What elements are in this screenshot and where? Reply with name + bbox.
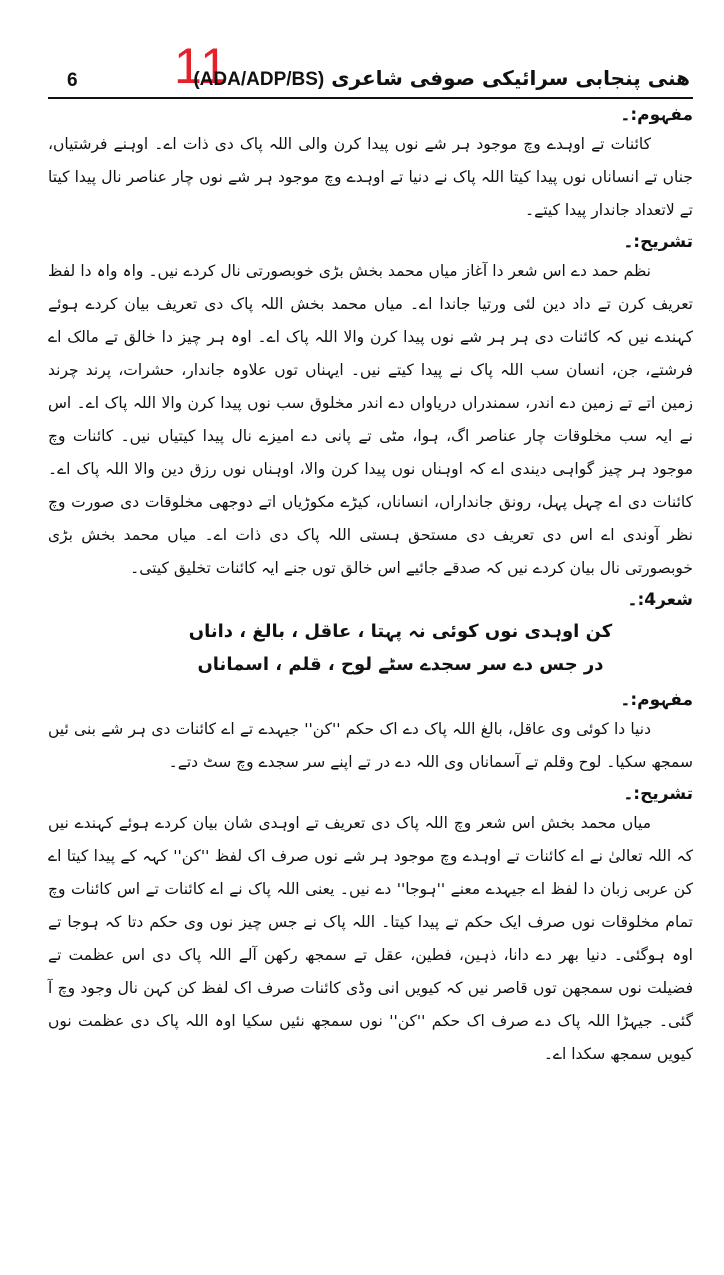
- section-tashreeh-2: [48, 781, 693, 1071]
- section-heading: تشریح:۔: [623, 784, 693, 804]
- book-title-urdu: هنی پنجابی سرائیکی صوفی شاعری: [331, 66, 690, 90]
- section-heading: مفہوم:۔: [620, 105, 693, 125]
- chapter-marker: 11: [174, 38, 230, 94]
- header-divider: [48, 97, 693, 99]
- section-heading: تشریح:۔: [623, 232, 693, 252]
- paragraph-text: کائنات تے اوہدے وچ موجود ہر شے نوں پیدا کرن والی اللہ پاک دی ذات اے۔ اوہنے فرشتیاں، جناں تے انساناں نوں پیدا کیتا اللہ پاک نے دنیا تے اوہدے وچ موجود ہر شے نوں چار عناصر نال پیدا کیتا تے لاتعداد جاندار پیدا کیتے۔: [48, 135, 693, 219]
- section-tashreeh-1: [48, 229, 693, 585]
- section-mafhoom-1: [48, 102, 693, 227]
- page-header: [50, 40, 690, 96]
- book-title: [193, 66, 690, 91]
- paragraph-text: دنیا دا کوئی وی عاقل، بالغ اللہ پاک دے اک حکم ''کن'' جیہدے تے اے کائنات دی ہر شے بنی ئیں سمجھ سکیا۔ لوح وقلم تے آسماناں وی اللہ دے در تے اپنے سر سجدے وچ سٹ دتے۔: [48, 720, 693, 771]
- section-paragraph: [48, 128, 693, 227]
- book-title-code: (ADA/ADP/BS): [193, 69, 325, 90]
- paragraph-text: نظم حمد دے اس شعر دا آغاز میاں محمد بخش بڑی خوبصورتی نال کردے نیں۔ واہ واہ دا لفظ تعریف کرن تے داد دین لئی ورتیا جاندا اے۔ میاں محمد بخش اللہ پاک دی تعریف بیان کردے ہوئے کہندے نیں کہ کائنات دی ہر ہر شے نوں پیدا کرن والا اللہ پاک اے۔ اوہ ہر چیز دا خالق تے مالک اے فرشتے، جن، انسان سب اللہ پاک نے پیدا کیتے نیں۔ ایہناں توں علاوہ جاندار، حشرات، پرند چرند زمین اتے تے زمین دے اندر، سمندراں دریاواں دے اندر مخلوق سب نوں پیدا کرن والا اللہ پاک اے۔ اس نے ایہ سب مخلوقات چار عناصر اگ، ہوا، مٹی تے پانی دے امیزے نال پیدا کیتیاں نیں۔ کائنات وچ موجود ہر چیز گواہی دیندی اے کہ اوہناں نوں پیدا کرن والا، اوہناں نوں رزق دین والا اللہ پاک اے۔ کائنات دی اے چہل پہل، رونق جانداراں، انساناں، کیڑے مکوڑیاں اتے دوجھی مخلوقات دی صورت وچ نظر آوندی اے اس دی تعریف دی مستحق ہستی اللہ پاک دی ذات اے۔ میاں محمد بخش بڑی خوبصورتی نال بیان کردے نیں کہ صدقے جائیے اس خالق توں جنے ایہ کائنات تخلیق کیتی۔: [48, 262, 693, 577]
- section-heading: مفہوم:۔: [620, 690, 693, 710]
- couplet-line-2: در جس دے سر سجدے سٹے لوح ، قلم ، اسماناں: [197, 654, 604, 675]
- couplet-line-1: کن اوہدی نوں کوئی نہ پہتا ، عاقل ، بالغ ، داناں: [188, 621, 613, 642]
- paragraph-text: میاں محمد بخش اس شعر وچ اللہ پاک دی تعریف تے اوہدی شان بیان کردے ہوئے کہندے نیں کہ اللہ تعالیٰ نے اے کائنات تے اوہدے وچ موجود ہر شے نوں صرف اک لفظ ''کن'' کہہ کے پیدا کیتا اے کن عربی زبان دا لفظ اے جیہدے معنے ''ہوجا'' دے نیں۔ یعنی اللہ پاک نے اے کائنات تے اس کائنات وچ تمام مخلوقات نوں صرف ایک حکم تے پیدا کیتا۔ اللہ پاک نے جس چیز نوں وی حکم دتا کہ ہوجا تے اوہ ہوگئی۔ دنیا بھر دے دانا، ذہین، فطین، عقل تے سمجھ رکھن آلے اللہ پاک دی اس عظمت تے فضیلت نوں سمجھن توں قاصر نیں کہ کیویں انی وڈی کائنات صرف اک لفظ کن کہن نال وجود وچ آ گئی۔ جیہڑا اللہ پاک دے صرف اک حکم ''کن'' نوں سمجھ نئیں سکیا اوہ اللہ پاک دی عظمت نوں کیویں سمجھ سکدا اے۔: [48, 814, 693, 1063]
- section-heading: شعر4:۔: [627, 590, 693, 610]
- page-body: [48, 100, 693, 1071]
- section-mafhoom-2: [48, 687, 693, 779]
- section-paragraph: [48, 807, 693, 1071]
- section-paragraph: [48, 255, 693, 585]
- section-couplet-4: [48, 587, 693, 681]
- page-number: 6: [67, 70, 78, 91]
- couplet: [48, 615, 693, 681]
- section-paragraph: [48, 713, 693, 779]
